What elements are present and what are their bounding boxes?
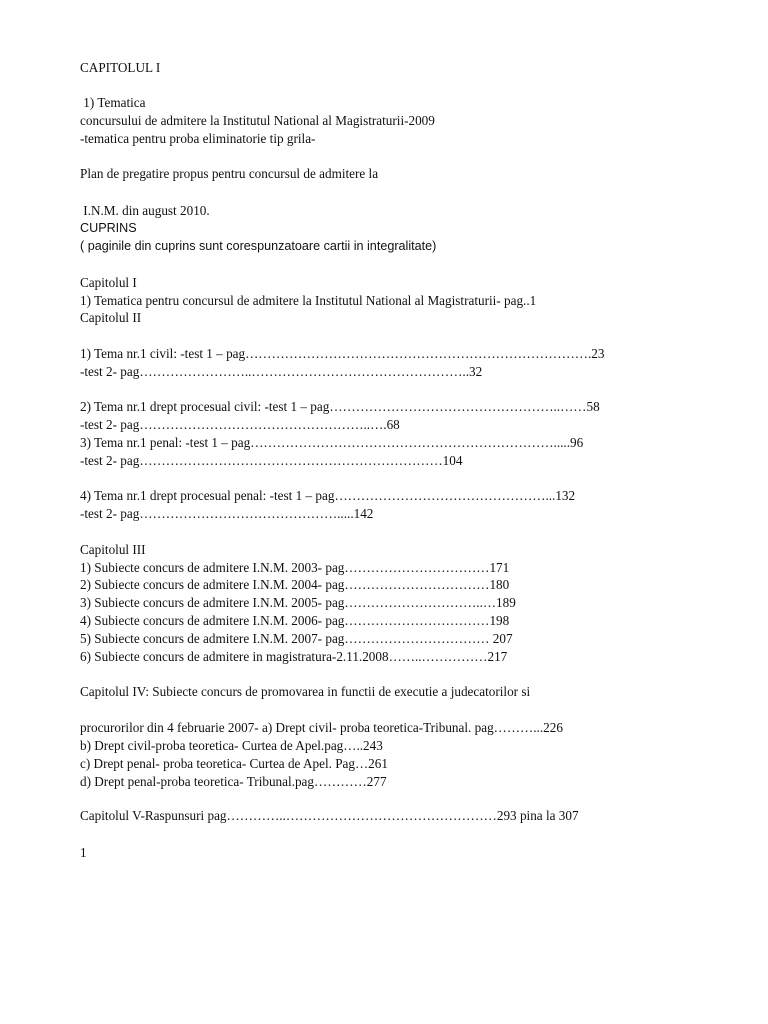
chapter-4-line-2: procurorilor din 4 februarie 2007- a) Drept civil- proba teoretica-Tribunal. pag………...226 — [80, 720, 563, 735]
chapter-3-line-5: 5) Subiecte concurs de admitere I.N.M. 2007- pag…………………………… 207 — [80, 631, 513, 646]
chapter-2-line-7: 4) Tema nr.1 drept procesual penal: -test 1 – pag…………………………………………...132 — [80, 488, 576, 503]
chapter-3-line-4: 4) Subiecte concurs de admitere I.N.M. 2006- pag……………………………198 — [80, 613, 510, 628]
chapter-3-line-1: 1) Subiecte concurs de admitere I.N.M. 2003- pag……………………………171 — [80, 560, 510, 575]
intro-line-2: concursului de admitere la Institutul National al Magistraturii-2009 — [80, 113, 435, 128]
cuprins-note: ( paginile din cuprins sunt corespunzatoare cartii in integralitate) — [80, 239, 437, 253]
chapter-1-line-1: 1) Tematica pentru concursul de admitere la Institutul National al Magistraturii- pag..1 — [80, 293, 537, 308]
chapter-3-line-6: 6) Subiecte concurs de admitere in magistratura-2.11.2008……..……………217 — [80, 649, 508, 664]
plan-line-1: Plan de pregatire propus pentru concursul de admitere la — [80, 166, 379, 181]
chapter-heading: CAPITOLUL I — [80, 60, 161, 75]
chapter-4-line-1: Capitolul IV: Subiecte concurs de promovarea in functii de executie a judecatorilor si — [80, 684, 531, 699]
chapter-4-line-5: d) Drept penal-proba teoretica- Tribunal.pag…………277 — [80, 774, 387, 789]
chapter-5-line-1: Capitolul V-Raspunsuri pag…………..…………………………………………293 pina la 307 — [80, 808, 579, 823]
cuprins-title: CUPRINS — [80, 221, 137, 235]
intro-line-3: -tematica pentru proba eliminatorie tip grila- — [80, 131, 316, 146]
chapter-2-line-5: 3) Tema nr.1 penal: -test 1 – pag…………………………………………………………….....96 — [80, 435, 584, 450]
chapter-1-title: Capitolul I — [80, 275, 137, 290]
chapter-2-title: Capitolul II — [80, 310, 142, 325]
intro-line-1: 1) Tematica — [80, 95, 146, 110]
chapter-2-line-8: -test 2- pag……………………………………….....142 — [80, 506, 374, 521]
plan-line-2: I.N.M. din august 2010. — [80, 203, 210, 218]
chapter-2-line-3: 2) Tema nr.1 drept procesual civil: -test 1 – pag……………………………………………..……58 — [80, 399, 600, 414]
chapter-2-line-4: -test 2- pag……………………………………………..….68 — [80, 417, 400, 432]
chapter-3-title: Capitolul III — [80, 542, 146, 557]
page-number: 1 — [80, 845, 87, 860]
chapter-3-line-3: 3) Subiecte concurs de admitere I.N.M. 2005- pag…………………………..…189 — [80, 595, 516, 610]
chapter-3-line-2: 2) Subiecte concurs de admitere I.N.M. 2004- pag……………………………180 — [80, 577, 510, 592]
chapter-2-line-6: -test 2- pag……………………………………………………………104 — [80, 453, 463, 468]
chapter-4-line-4: c) Drept penal- proba teoretica- Curtea de Apel. Pag…261 — [80, 756, 388, 771]
chapter-2-line-1: 1) Tema nr.1 civil: -test 1 – pag…………………………………………………………………….23 — [80, 346, 605, 361]
chapter-4-line-3: b) Drept civil-proba teoretica- Curtea de Apel.pag…..243 — [80, 738, 383, 753]
chapter-2-line-2: -test 2- pag……………………..…………………………………………..32 — [80, 364, 483, 379]
